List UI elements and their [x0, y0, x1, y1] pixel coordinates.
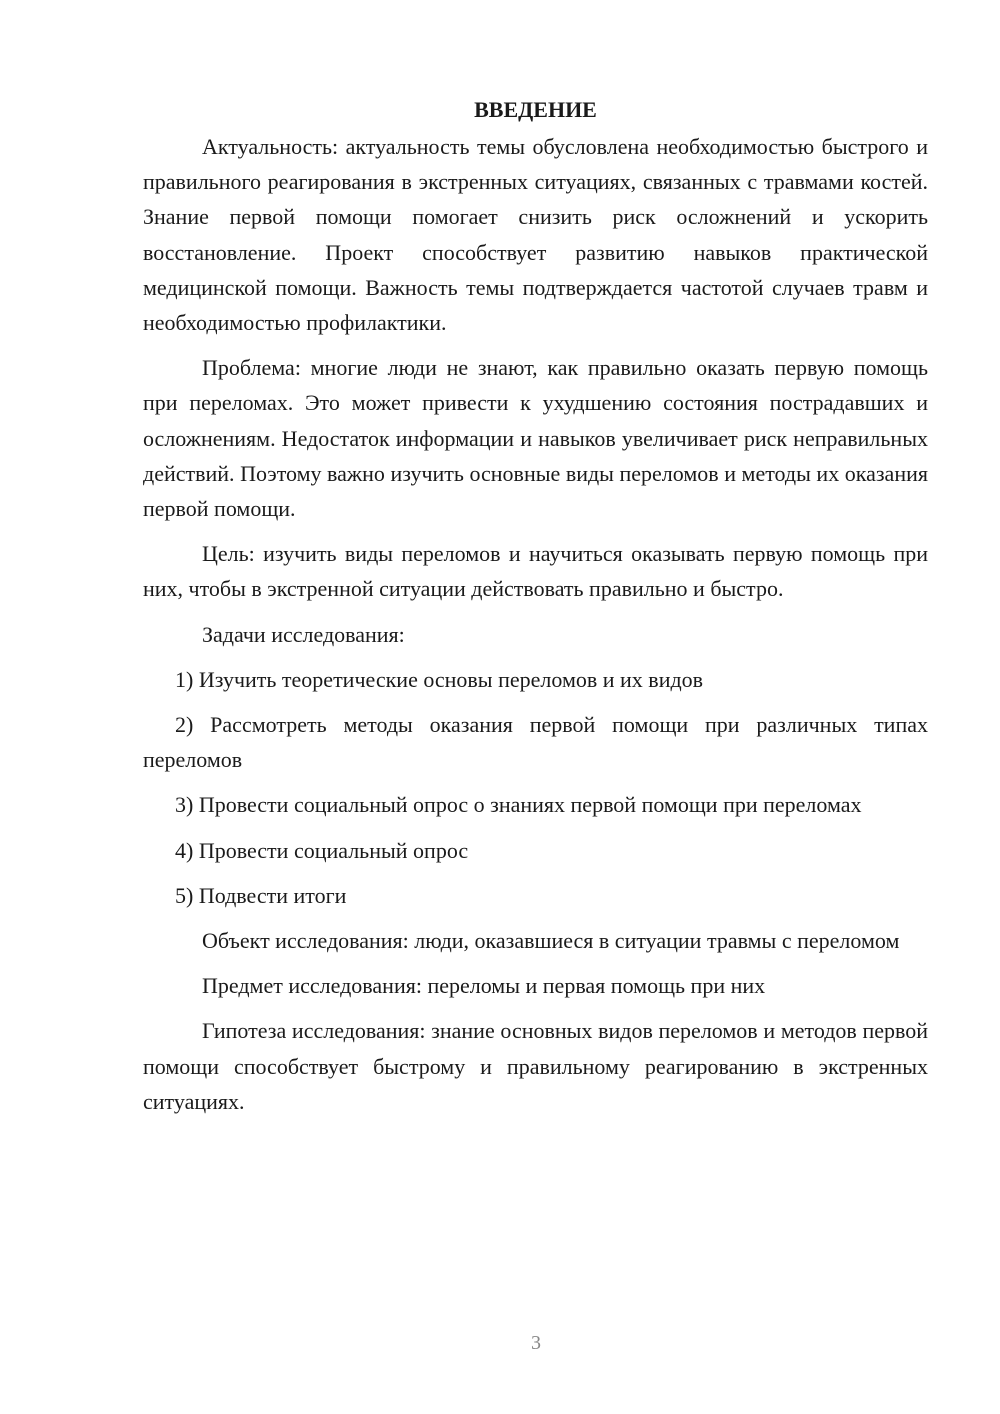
relevance-paragraph: Актуальность: актуальность темы обусловлена необходимостью быстрого и правильного реагирования в экстренных ситуациях, связанных с травмами костей. Знание первой помощи помогает снизить риск осложнений и ускорить восстановление. Проект способствует развитию навыков практической медицинской помощи. Важность темы подтверждается частотой случаев травм и необходимостью профилактики.	[143, 134, 928, 336]
task-item: 5) Подвести итоги	[175, 882, 347, 908]
goal-paragraph: Цель: изучить виды переломов и научиться оказывать первую помощь при них, чтобы в экстренной ситуации действовать правильно и быстро.	[143, 541, 928, 602]
page-content	[143, 92, 928, 1119]
object-paragraph: Объект исследования: люди, оказавшиеся в ситуации травмы с переломом	[202, 928, 900, 954]
tasks-list	[143, 662, 928, 913]
page-number: 3	[531, 1332, 541, 1354]
tasks-heading: Задачи исследования:	[202, 621, 405, 647]
task-item: 1) Изучить теоретические основы переломов и их видов	[175, 666, 704, 692]
subject-paragraph: Предмет исследования: переломы и первая помощь при них	[202, 973, 766, 999]
task-item: 3) Провести социальный опрос о знаниях первой помощи при переломах	[175, 792, 862, 818]
task-item: 2) Рассмотреть методы оказания первой помощи при различных типах переломов	[143, 712, 928, 773]
problem-paragraph: Проблема: многие люди не знают, как правильно оказать первую помощь при переломах. Это может привести к ухудшению состояния пострадавших и осложнениям. Недостаток информации и навыков увеличивает риск неправильных действий. Поэтому важно изучить основные виды переломов и методы их оказания первой помощи.	[143, 355, 928, 522]
section-title: ВВЕДЕНИЕ	[474, 97, 597, 122]
hypothesis-paragraph: Гипотеза исследования: знание основных видов переломов и методов первой помощи способствует быстрому и правильному реагированию в экстренных ситуациях.	[143, 1018, 928, 1114]
task-item: 4) Провести социальный опрос	[175, 837, 469, 863]
